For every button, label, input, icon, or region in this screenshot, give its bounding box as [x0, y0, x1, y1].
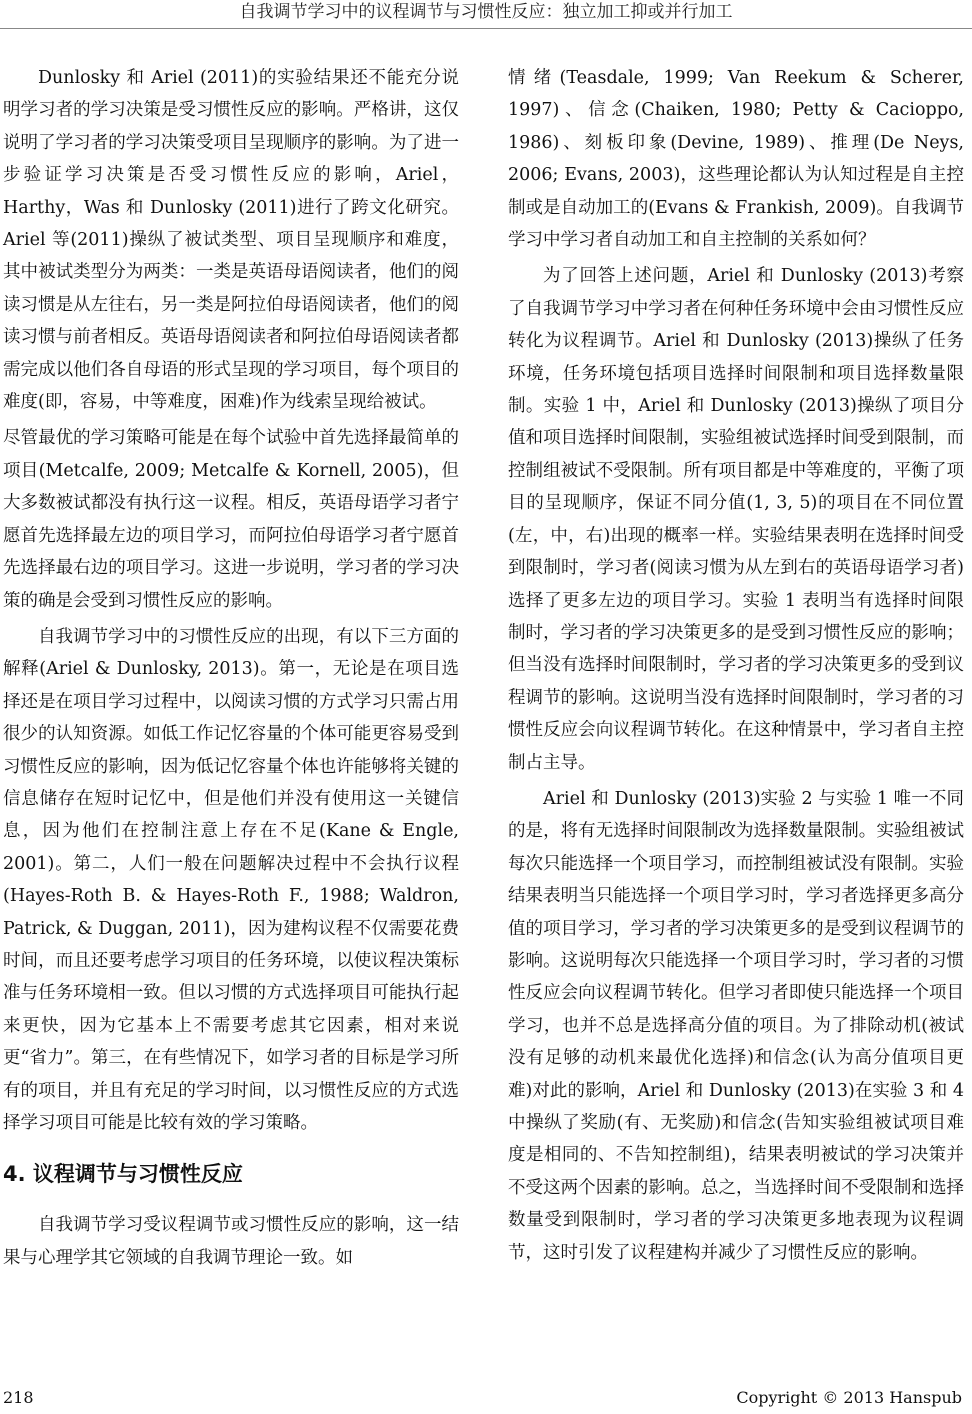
paragraph-continuation: 情绪(Teasdale, 1999; Van Reekum & Scherer, 1997)、信念(Chaiken, 1980; Petty & Cacioppo, 1986)、刻板印象(Devine, 1989)、推理(De Neys, 2006; Evans, 2003)，这些理论都认为认知过程是自主控制或是自动加工的(Evans & Frankish, 2009)。自我调节学习中学习者自动加工和自主控制的关系如何？: [508, 68, 964, 251]
paragraph: Dunlosky 和 Ariel (2011)的实验结果还不能充分说明学习者的学习决策是受习惯性反应的影响。严格讲，这仅说明了学习者的学习决策受项目呈现顺序的影响。为了进一步验证学习决策是否受习惯性反应的影响，Ariel，Harthy，Was 和 Dunlosky (2011)进行了跨文化研究。Ariel 等(2011)操纵了被试类型、项目呈现顺序和难度，其中被试类型分为两类：一类是英语母语阅读者，他们的阅读习惯是从左往右，另一类是阿拉伯母语阅读者，他们的阅读习惯与前者相反。英语母语阅读者和阿拉伯母语阅读者都需完成以他们各自母语的形式呈现的学习项目，每个项目的难度(即，容易，中等难度，困难)作为线索呈现给被试。: [3, 68, 459, 413]
paragraph: 自我调节学习中的习惯性反应的出现，有以下三方面的解释(Ariel & Dunlosky, 2013)。第一，无论是在项目选择还是在项目学习过程中，以阅读习惯的方式学习只需占用很少的认知资源。如低工作记忆容量的个体可能更容易受到习惯性反应的影响，因为低记忆容量个体也许能够将关键的信息储存在短时记忆中，但是他们并没有使用这一关键信息，因为他们在控制注意上存在不足(Kane & Engle, 2001)。第二，人们一般在问题解决过程中不会执行议程(Hayes-Roth B. & Hayes-Roth F., 1988; Waldron, Patrick, & Duggan, 2011)，因为建构议程不仅需要花费时间，而且还要考虑学习项目的任务环境，以使议程决策标准与任务环境相一致。但以习惯的方式选择项目可能执行起来更快，因为它基本上不需要考虑其它因素，相对来说更“省力”。第三，在有些情况下，如学习者的目标是学习所有的项目，并且有充足的学习时间，以习惯性反应的方式选择学习项目可能是比较有效的学习策略。: [3, 626, 459, 1133]
paragraph: 为了回答上述问题，Ariel 和 Dunlosky (2013)考察了自我调节学习中学习者在何种任务环境中会由习惯性反应转化为议程调节。Ariel 和 Dunlosky (2013)操纵了任务环境，任务环境包括项目选择时间限制和项目选择数量限制。实验 1 中，Ariel 和 Dunlosky (2013)操纵了项目分值和项目选择时间限制，实验组被试选择时间受到限制，而控制组被试不受限制。所有项目都是中等难度的，平衡了项目的呈现顺序，保证不同分值(1, 3, 5)的项目在不同位置(左，中，右)出现的概率一样。实验结果表明在选择时间受到限制时，学习者(阅读习惯为从左到右的英语母语学习者)选择了更多左边的项目学习。实验 1 表明当有选择时间限制时，学习者的学习决策更多的是受到习惯性反应的影响；但当没有选择时间限制时，学习者的学习决策更多的受到议程调节的影响。这说明当没有选择时间限制时，学习者的习惯性反应会向议程调节转化。在这种情景中，学习者自主控制占主导。: [508, 266, 964, 773]
page-number: 218: [3, 1388, 34, 1407]
left-column: [3, 62, 459, 1274]
header-rule: [0, 28, 972, 29]
copyright: Copyright © 2013 Hanspub: [736, 1388, 962, 1407]
paragraph: 自我调节学习受议程调节或习惯性反应的影响，这一结果与心理学其它领域的自我调节理论一致。如: [3, 1215, 459, 1268]
section-heading: 4. 议程调节与习惯性反应: [3, 1162, 243, 1187]
running-header: 自我调节学习中的议程调节与习惯性反应：独立加工抑或并行加工: [239, 2, 733, 22]
paragraph: Ariel 和 Dunlosky (2013)实验 2 与实验 1 唯一不同的是，将有无选择时间限制改为选择数量限制。实验组被试每次只能选择一个项目学习，而控制组被试没有限制。实验结果表明当只能选择一个项目学习时，学习者选择更多高分值的项目学习，学习者的学习决策更多的是受到议程调节的影响。这说明每次只能选择一个项目学习时，学习者的习惯性反应会向议程调节转化。但学习者即使只能选择一个项目学习，也并不总是选择高分值的项目。为了排除动机(被试没有足够的动机来最优化选择)和信念(认为高分值项目更难)对此的影响，Ariel 和 Dunlosky (2013)在实验 3 和 4 中操纵了奖励(有、无奖励)和信念(告知实验组被试项目难度是相同的、不告知控制组)，结果表明被试的学习决策并不受这两个因素的影响。总之，当选择时间不受限制和选择数量受到限制时，学习者的学习决策更多地表现为议程调节，这时引发了议程建构并减少了习惯性反应的影响。: [508, 788, 964, 1263]
paragraph: 尽管最优的学习策略可能是在每个试验中首先选择最简单的项目(Metcalfe, 2009; Metcalfe & Kornell, 2005)，但大多数被试都没有执行这一议程。相反，英语母语学习者宁愿首先选择最左边的项目学习，而阿拉伯母语学习者宁愿首先选择最右边的项目学习。这进一步说明，学习者的学习决策的确是会受到习惯性反应的影响。: [3, 428, 459, 611]
right-column: [508, 62, 964, 1269]
